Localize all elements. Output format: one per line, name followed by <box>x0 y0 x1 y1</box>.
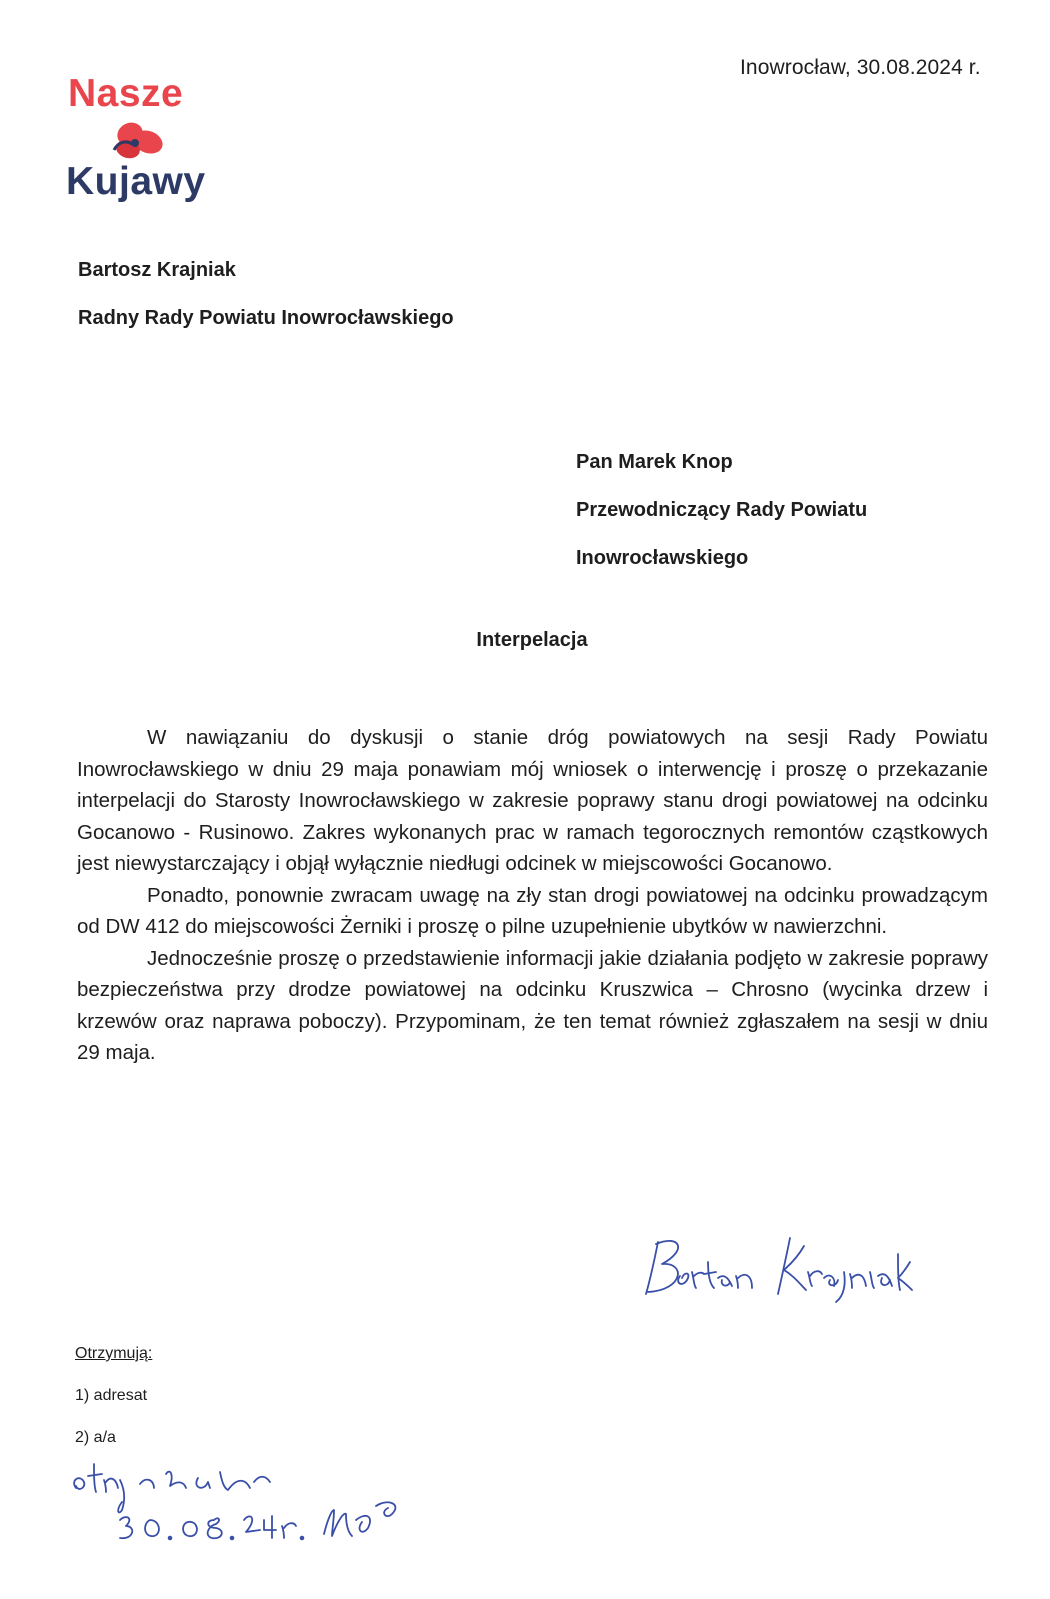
body-paragraph-3: Jednocześnie proszę o przedstawienie informacji jakie działania podjęto w zakresie poprawy bezpieczeństwa przy drodze powiatowej na odcinku Kruszwica – Chrosno (wycinka drzew i krzewów oraz naprawa poboczy). Przypominam, że ten temat również zgłaszałem na sesji w dniu 29 maja. <box>77 946 988 1064</box>
recipient-block <box>576 438 867 582</box>
distribution-item: 2) a/a <box>75 1429 116 1446</box>
body-paragraph-2: Ponadto, ponownie zwracam uwagę na zły stan drogi powiatowej na odcinku prowadzącym od DW 412 do miejscowości Żerniki i proszę o pilne uzupełnienie ubytków w nawierzchni. <box>77 883 988 938</box>
place-date: Inowrocław, 30.08.2024 r. <box>740 56 981 79</box>
sender-block <box>78 246 454 342</box>
poppy-flower-icon <box>104 116 168 166</box>
logo-word-nasze: Nasze <box>68 72 184 115</box>
nasze-kujawy-logo <box>66 72 236 212</box>
handwritten-signature <box>640 1232 920 1304</box>
logo-word-kujawy: Kujawy <box>66 160 206 203</box>
distribution-list <box>75 1345 152 1447</box>
sender-role: Radny Rady Powiatu Inowrocławskiego <box>78 307 454 329</box>
recipient-role-line1: Przewodniczący Rady Powiatu <box>576 499 868 521</box>
recipient-role-line2: Inowrocławskiego <box>576 547 749 569</box>
letter-body <box>77 722 988 1069</box>
document-title: Interpelacja <box>476 629 588 651</box>
distribution-item: 1) adresat <box>75 1387 148 1404</box>
distribution-heading: Otrzymują: <box>75 1345 153 1362</box>
body-paragraph-1: W nawiązaniu do dyskusji o stanie dróg powiatowych na sesji Rady Powiatu Inowrocławskiego w dniu 29 maja ponawiam mój wniosek o interwencję i proszę o przekazanie interpelacji do Starosty Inowrocławskiego w zakresie poprawy stanu drogi powiatowej na odcinku Gocanowo - Rusinowo. Zakres wykonanych prac w ramach tegorocznych remontów cząstkowych jest niewystarczający i objął wyłącznie niedługi odcinek w miejscowości Gocanowo. <box>77 726 988 875</box>
sender-name: Bartosz Krajniak <box>78 259 236 281</box>
recipient-name: Pan Marek Knop <box>576 451 733 473</box>
handwritten-received-note <box>70 1458 410 1548</box>
